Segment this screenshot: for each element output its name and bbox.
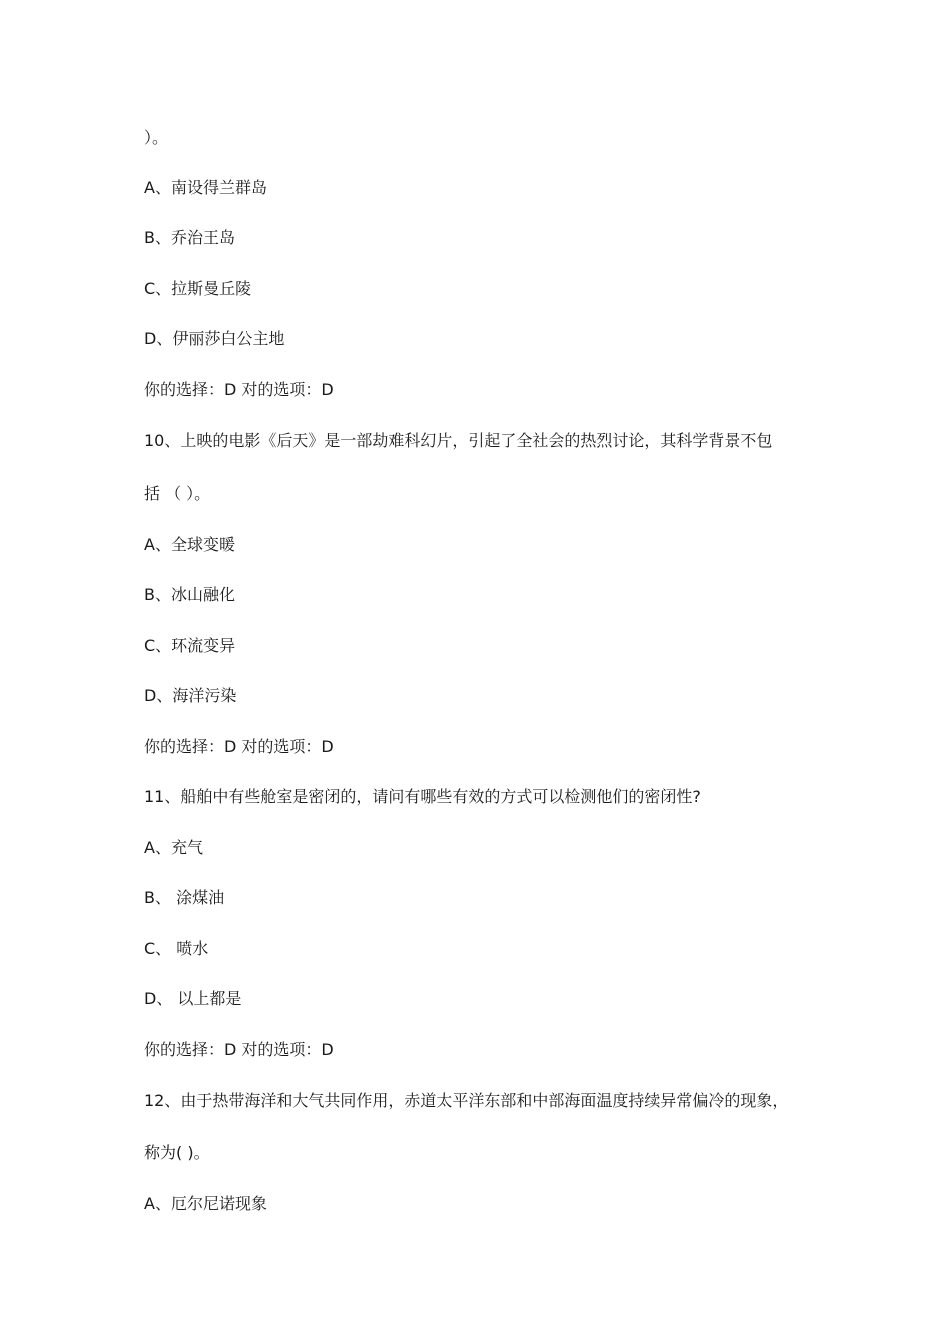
- q12-option-a: A、厄尔尼诺现象: [144, 1194, 267, 1213]
- q11-option-c: C、 喷水: [144, 939, 209, 958]
- q10-stem-cont: 括 （ ）。: [144, 484, 211, 503]
- q9-option-d: D、伊丽莎白公主地: [144, 329, 285, 348]
- q10-answer: 你的选择：D 对的选项：D: [144, 737, 334, 756]
- q11-option-a: A、充气: [144, 838, 203, 857]
- q9-option-b: B、乔治王岛: [144, 228, 235, 247]
- q9-answer: 你的选择：D 对的选项：D: [144, 380, 334, 399]
- q11-stem: 11、船舶中有些舱室是密闭的，请问有哪些有效的方式可以检测他们的密闭性?: [144, 787, 701, 806]
- q11-option-b: B、 涂煤油: [144, 888, 225, 907]
- q10-option-d: D、海洋污染: [144, 686, 237, 705]
- q10-stem: 10、上映的电影《后天》是一部劫难科幻片，引起了全社会的热烈讨论，其科学背景不包: [144, 431, 773, 450]
- q10-option-b: B、冰山融化: [144, 585, 235, 604]
- q11-option-d: D、 以上都是: [144, 989, 242, 1008]
- q12-stem: 12、由于热带海洋和大气共同作用，赤道太平洋东部和中部海面温度持续异常偏冷的现象，: [144, 1091, 789, 1110]
- q9-option-c: C、拉斯曼丘陵: [144, 279, 252, 298]
- q11-answer: 你的选择：D 对的选项：D: [144, 1040, 334, 1059]
- q10-option-a: A、全球变暖: [144, 535, 235, 554]
- q9-stem-end: ）。: [144, 128, 169, 147]
- q10-option-c: C、环流变异: [144, 636, 236, 655]
- q9-option-a: A、南设得兰群岛: [144, 178, 267, 197]
- q12-stem-cont: 称为( )。: [144, 1143, 210, 1162]
